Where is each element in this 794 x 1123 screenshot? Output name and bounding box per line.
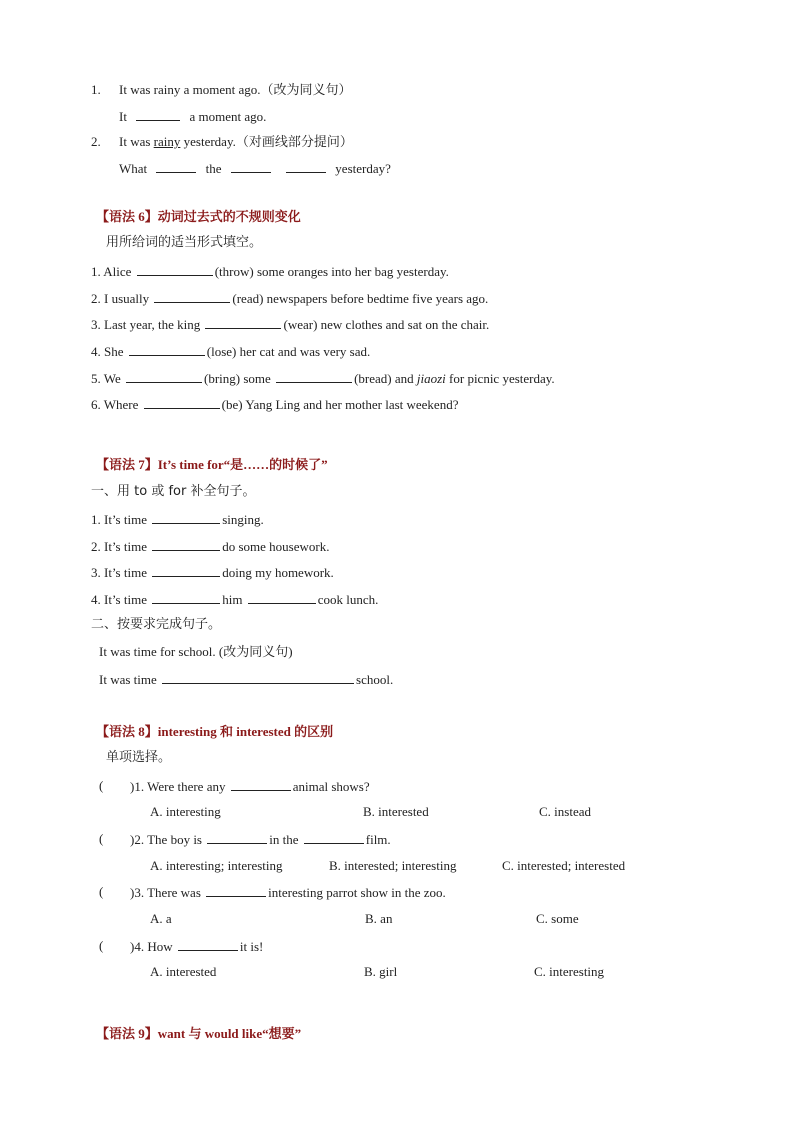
g8-q2-blank-2[interactable] (304, 831, 364, 844)
q2-text (119, 134, 353, 150)
g6-item-4-pre: She (104, 344, 124, 359)
q1-text: It was rainy a moment ago.（改为同义句） (119, 82, 352, 97)
g7-item-1 (91, 511, 264, 528)
q2-underlined: rainy (153, 134, 181, 149)
g8-q3-stem (130, 884, 446, 901)
g8-q1-post: animal shows? (292, 779, 370, 794)
g7-item-2-pre: It’s time (104, 539, 147, 554)
g8-title: 【语法 8】interesting 和 interested 的区别 (96, 724, 334, 739)
g6-item-6-pre: Where (103, 397, 139, 412)
g6-item-2-pre: I usually (104, 291, 150, 306)
g7-item-2-blank[interactable] (152, 538, 220, 551)
g6-item-3-blank[interactable] (205, 316, 281, 329)
g8-q4-paren: ( (99, 938, 104, 953)
g7-title: 【语法 7】It’s time for“是……的时候了” (96, 457, 328, 472)
g8-q1-num: )1. (130, 779, 145, 794)
g6-item-1-post: (throw) some oranges into her bag yesterday. (214, 264, 449, 279)
g6-item-4-blank[interactable] (129, 343, 205, 356)
g6-item-1-pre: Alice (103, 264, 132, 279)
g6-item-1-blank[interactable] (137, 263, 213, 276)
g6-item-5-blank-2[interactable] (276, 370, 352, 383)
g8-q1-pre: Were there any (147, 779, 226, 794)
g7-item-2-num: 2. (91, 539, 101, 554)
q2-what: What (119, 161, 148, 176)
g8-q3-paren: ( (99, 884, 104, 899)
g8-q3-option-b[interactable]: B. an (365, 911, 393, 926)
g6-item-5-blank-1[interactable] (126, 370, 202, 383)
g8-q1-paren: ( (99, 778, 104, 793)
g6-item-4 (91, 343, 370, 360)
g7-s2-blank[interactable] (162, 671, 354, 684)
g7-item-4 (91, 591, 378, 608)
g6-item-2-blank[interactable] (154, 290, 230, 303)
g8-q4-option-b[interactable]: B. girl (364, 964, 398, 979)
g8-q3-option-c[interactable]: C. some (536, 911, 579, 926)
g7-item-3-post: doing my homework. (222, 565, 334, 580)
g6-item-5-num: 5. (91, 371, 101, 386)
q2-the: the (205, 161, 222, 176)
g8-q1-option-b[interactable]: B. interested (363, 804, 429, 819)
g8-q1-blank[interactable] (231, 778, 291, 791)
g8-q4-post: it is! (239, 939, 264, 954)
g6-item-3-pre: Last year, the king (104, 317, 201, 332)
g6-item-3 (91, 316, 489, 333)
g7-s2-post: school. (356, 672, 394, 687)
g6-title: 【语法 6】动词过去式的不规则变化 (96, 209, 301, 224)
g6-item-4-num: 4. (91, 344, 101, 359)
g7-item-4-blank-2[interactable] (248, 591, 316, 604)
q2-answer-line (119, 160, 391, 177)
g7-item-4-blank-1[interactable] (152, 591, 220, 604)
g7-item-1-blank[interactable] (152, 511, 220, 524)
g8-q4-pre: How (147, 939, 173, 954)
g6-item-2-num: 2. (91, 291, 101, 306)
g8-q4-stem (130, 938, 263, 955)
g8-instruction: 单项选择。 (106, 750, 172, 765)
q2-blank-2[interactable] (231, 160, 271, 173)
g6-item-5-mid1: (bring) some (204, 371, 271, 386)
g7-item-3-num: 3. (91, 565, 101, 580)
g8-q2-mid: in the (269, 832, 299, 847)
g6-item-3-num: 3. (91, 317, 101, 332)
g6-item-6-num: 6. (91, 397, 101, 412)
g7-sentence-1: It was time for school. (改为同义句) (99, 644, 293, 659)
g8-q4-num: )4. (130, 939, 145, 954)
g7-part2: 二、按要求完成句子。 (91, 617, 222, 632)
g8-q2-option-a[interactable]: A. interesting; interesting (150, 858, 283, 873)
g6-item-4-post: (lose) her cat and was very sad. (206, 344, 371, 359)
g6-item-5-mid2: (bread) and (354, 371, 414, 386)
g6-item-5-pre: We (103, 371, 121, 386)
g7-item-1-post: singing. (222, 512, 264, 527)
q2-blank-3[interactable] (286, 160, 326, 173)
g7-item-3-pre: It’s time (104, 565, 147, 580)
g8-q2-option-c[interactable]: C. interested; interested (502, 858, 626, 873)
g7-item-4-pre: It’s time (104, 592, 147, 607)
g6-item-1-num: 1. (91, 264, 101, 279)
q2-blank-1[interactable] (156, 160, 196, 173)
g8-q4-option-a[interactable]: A. interested (150, 964, 217, 979)
g7-item-2-post: do some housework. (222, 539, 330, 554)
g8-q1-option-a[interactable]: A. interesting (150, 804, 221, 819)
g8-q3-num: )3. (130, 885, 145, 900)
g8-q2-num: )2. (130, 832, 145, 847)
q2-post: yesterday.（对画线部分提问） (180, 134, 353, 149)
g6-item-5 (91, 370, 555, 387)
q1-number: 1. (91, 82, 101, 97)
q1-answer-rest: a moment ago. (189, 109, 267, 124)
g7-sentence-2 (99, 671, 393, 688)
q1-blank[interactable] (136, 108, 180, 121)
q2-number: 2. (91, 134, 101, 149)
g8-q3-pre: There was (147, 885, 201, 900)
g7-item-1-num: 1. (91, 512, 101, 527)
g8-q2-stem (130, 831, 391, 848)
g9-title: 【语法 9】want 与 would like“想要” (96, 1026, 302, 1041)
g7-item-2 (91, 538, 329, 555)
g7-s2-pre: It was time (99, 672, 157, 687)
g7-item-1-pre: It’s time (104, 512, 147, 527)
g8-q2-pre: The boy is (147, 832, 202, 847)
q2-end: yesterday? (335, 161, 391, 176)
g8-q1-stem (130, 778, 370, 795)
g6-item-2 (91, 290, 488, 307)
g8-q4-blank[interactable] (178, 938, 238, 951)
g6-item-1 (91, 263, 449, 280)
g6-item-6-post: (be) Yang Ling and her mother last weekend? (221, 397, 459, 412)
g7-item-3 (91, 564, 334, 581)
g7-item-3-blank[interactable] (152, 564, 220, 577)
g7-part1: 一、用 to 或 for 补全句子。 (91, 484, 256, 499)
g8-q3-blank[interactable] (206, 884, 266, 897)
g8-q1-option-c[interactable]: C. instead (539, 804, 591, 819)
g7-item-4-post: cook lunch. (317, 592, 379, 607)
g6-item-6-blank[interactable] (144, 396, 220, 409)
g6-item-6 (91, 396, 458, 413)
g6-item-2-post: (read) newspapers before bedtime five years ago. (232, 291, 489, 306)
g8-q2-post: film. (365, 832, 391, 847)
g6-instruction: 用所给词的适当形式填空。 (106, 235, 263, 250)
g8-q2-option-b[interactable]: B. interested; interesting (329, 858, 457, 873)
g8-q2-blank-1[interactable] (207, 831, 267, 844)
g6-item-5-jiaozi: jiaozi (416, 371, 446, 386)
g8-q3-post: interesting parrot show in the zoo. (268, 885, 446, 900)
q1-answer-line (119, 108, 266, 125)
g6-item-3-post: (wear) new clothes and sat on the chair. (283, 317, 490, 332)
g8-q3-option-a[interactable]: A. a (150, 911, 172, 926)
g8-q4-option-c[interactable]: C. interesting (534, 964, 605, 979)
q1-answer-it: It (119, 109, 127, 124)
g6-item-5-post: for picnic yesterday. (449, 371, 555, 386)
g7-item-4-num: 4. (91, 592, 101, 607)
g8-q2-paren: ( (99, 831, 104, 846)
q2-pre: It was (119, 134, 154, 149)
g7-item-4-mid: him (222, 592, 243, 607)
